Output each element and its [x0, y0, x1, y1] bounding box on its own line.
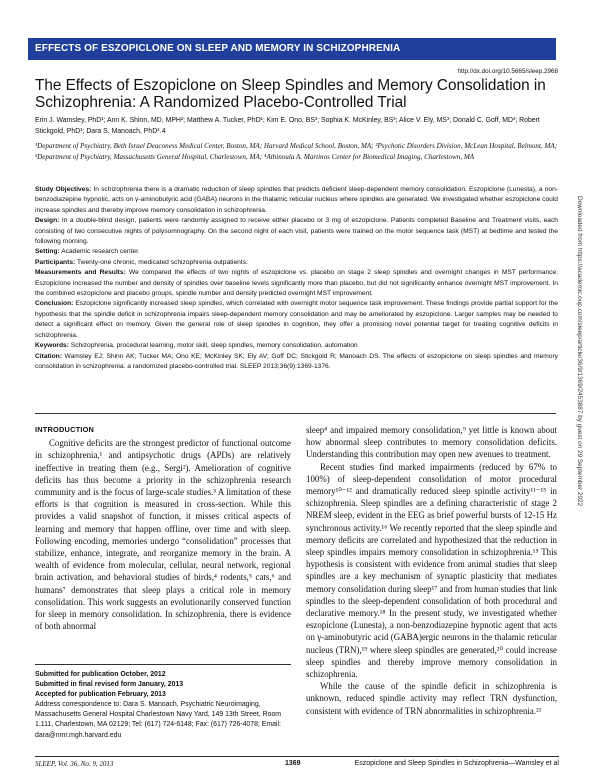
body-paragraph: sleep⁸ and impaired memory consolidation,⁹ yet little is known about how abnormal sleep contributes to memory consolidation deficits. Understanding this contribution may open new avenues to treatment.: [306, 425, 557, 460]
abstract-text: We compared the effects of two nights of eszopiclone vs. placebo on stage 2 sleep spindles and overnight changes in MST performance. Eszopiclone increased the number and density of spindles over baseline levels significantly more than placebo, but did not significantly enhance overnight MST improvement. In the combined eszopiclone and placebo groups, spindle number and density predicted overnight MST improvement.: [35, 269, 558, 298]
submitted-date: Submitted for publication October, 2012: [35, 671, 166, 678]
doi-link[interactable]: http://dx.doi.org/10.5665/sleep.2968: [457, 68, 558, 75]
revised-date: Submitted in final revised form January, 2013: [35, 681, 184, 689]
body-paragraph: Cognitive deficits are the strongest predictor of functional outcome in schizophrenia,¹ and antipsychotic drugs (APDs) are relatively ineffective in treating them (e.g., Sergi²). Amelioration of cognitive deficits has thus become a priority in the schizophrenia research community and is the focus of large-scale studies.³ A limitation of these efforts is that cognition is measured in cross-section. While this provides a valid snapshot of function, it misses critical aspects of learning and memory that happen offline, over time and with sleep. Following encoding, memories undergo “consolidation” processes that stabilize, enhance, integrate, and reorganize memory in the brain. A wealth of evidence from molecular, cellular, neural network, regional brain activation, and behavioral studies of birds,⁴ rodents,⁵ cats,⁶ and humans⁷ demonstrates that sleep plays a critical role in memory consolidation. This work suggests an evolutionarily conserved function for sleep in memory consolidation. In schizophrenia, there is evidence of both abnormal: [35, 438, 291, 632]
abstract-objectives: [35, 185, 558, 216]
abstract-label: Setting:: [35, 248, 60, 256]
page-footer: [35, 756, 559, 769]
abstract-text: Twenty-one chronic, medicated schizophrenia outpatients.: [75, 258, 248, 266]
abstract-text: Eszopiclone significantly increased sleep spindles, which correlated with overnight motor sequence task improvement. These findings provide partial support for the hypothesis that the spindle deficit in schizophrenia impairs sleep-dependent memory consolidation and may be ameliorated by eszopiclone. Larger samples may be needed to detect a significant effect on memory. Given the general role of sleep spindles in cognition, they offer a promising novel potential target for treating cognitive deficits in schizophrenia.: [35, 300, 558, 339]
section-banner: EFFECTS OF ESZOPICLONE ON SLEEP AND MEMORY IN SCHIZOPHRENIA: [28, 38, 556, 60]
affiliations: ¹Department of Psychiatry, Beth Israel Deaconess Medical Center, Boston, MA; Harvard Medical School, Boston, MA; ²Psychotic Disorders Division, McLean Hospital, Belmont, MA; ³Department of Psychiatry, Massachusetts General Hospital, Charlestown, MA; ⁴Athinoula A. Martinos Center for Biomedical Imaging, Charlestown, MA: [35, 142, 558, 161]
abstract-label: Participants:: [35, 258, 76, 266]
article-title: The Effects of Eszopiclone on Sleep Spindles and Memory Consolidation in Schizophrenia: A Randomized Placebo-Controlled Trial: [35, 77, 546, 111]
abstract-citation: [35, 352, 558, 373]
journal-info: SLEEP, Vol. 36, No. 9, 2013: [35, 760, 114, 768]
body-paragraph: Recent studies find marked impairments (reduced by 67% to 100%) of sleep-dependent consolidation of motor procedural memory¹⁰⁻¹² and dramatically reduced sleep spindle activity¹¹⁻¹⁵ in schizophrenia. Sleep spindles are a defining characteristic of stage 2 NREM sleep, evident in the EEG as brief powerful bursts of 12-15 Hz synchronous activity.¹⁶ We recently reported that the sleep spindle and memory deficits are correlated and hypothesized that the reduction in sleep spindles impairs memory consolidation in schizophrenia.¹⁵ This hypothesis is consistent with evidence from animal studies that sleep spindles are a key mechanism of synaptic plasticity that mediates memory consolidation during sleep¹⁷ and from human studies that link spindles to the sleep-dependent consolidation of both procedural and declarative memory.¹⁸ In the present study, we investigated whether eszopiclone (Lunesta), a non-benzodiazepine hypnotic agent that acts on γ-aminobutyric acid (GABA)ergic neurons in the thalamic reticular nucleus (TRN),¹⁹ where sleep spindles are generated,²⁰ could increase sleep spindles and thereby improve memory consolidation in schizophrenia.: [306, 461, 557, 680]
abstract-label: Keywords:: [35, 342, 69, 350]
correspondence-address: Address correspondence to: Dara S. Manoach, Psychiatric Neuroimaging, Massachusetts General Hospital Charlestown Navy Yard, 149 13th Street, Room 1.111, Charlestown, MA 02129; Tel: (617) 724-6148; Fax: (617) 726-4078; Email: dara@nmr.mgh.harvard.edu: [35, 701, 282, 739]
abstract-label: Design:: [35, 217, 60, 225]
body-left-column: [35, 424, 291, 632]
body-paragraph: While the cause of the spindle deficit in schizophrenia is unknown, reduced spindle activity may reflect TRN dysfunction, consistent with evidence of TRN abnormalities in schizophrenia.²¹: [306, 681, 557, 716]
abstract-results: [35, 268, 558, 299]
abstract-keywords: [35, 341, 558, 351]
abstract-label: Measurements and Results:: [35, 269, 126, 277]
abstract-design: [35, 216, 558, 247]
author-list: Erin J. Wamsley, PhD¹; Ann K. Shinn, MD, MPH²; Matthew A. Tucker, PhD¹; Kim E. Ono, BS³; Sophia K. McKinley, BS³; Alice V. Ely, MS³; Donald C. Goff, MD³; Robert Stickgold, PhD¹; Dara S. Manoach, PhD³˒4: [35, 117, 540, 135]
abstract: [35, 185, 558, 372]
running-title: Eszopiclone and Sleep Spindles in Schizophrenia—Wamsley et al: [354, 760, 559, 767]
abstract-text: Wamsley EJ; Shinn AK; Tucker MA; Ono KE; McKinley SK; Ely AV; Goff DC; Stickgold R; Manoach DS. The effects of eszopiclone on sleep spindles and memory consolidation in schizophrenia: a randomized placebo-controlled trial. SLEEP 2013;36(9):1369-1376.: [35, 352, 558, 370]
abstract-label: Citation:: [35, 352, 62, 360]
abstract-text: In schizophrenia there is a dramatic reduction of sleep spindles that predicts deficient sleep-dependent memory consolidation. Eszopiclone (Lunesta), a non-benzodiazepine hypnotic, acts on γ-aminobutyric acid (GABA) neurons in the thalamic reticular nucleus where spindles are generated. We investigated whether eszopiclone could increase spindles and thereby improve memory consolidation in schizophrenia.: [35, 186, 558, 214]
abstract-conclusion: [35, 299, 558, 341]
submission-note: [35, 664, 291, 741]
abstract-text: Academic research center.: [59, 248, 140, 256]
download-notice: Downloaded from https://academic.oup.com/sleep/article/36/9/1369/2453887 by guest on 29 September 2022: [576, 196, 583, 507]
abstract-divider: [35, 413, 556, 414]
body-right-column: [306, 424, 557, 717]
abstract-participants: [35, 258, 558, 268]
accepted-date: Accepted for publication February, 2013: [35, 691, 166, 699]
abstract-text: Schizophrenia, procedural learning, motor skill, sleep spindles, memory consolidation, automation: [68, 342, 358, 350]
abstract-label: Study Objectives:: [35, 186, 92, 193]
page-number: 1369: [285, 760, 301, 767]
download-sidebar: [574, 196, 584, 586]
abstract-text: In a double-blind design, patients were randomly assigned to receive either placebo or 3 mg of eszopiclone. Patients completed Baseline and Treatment visits, each consisting of two consecutive nights of polysomnography. On the second night of each visit, patients were trained on the motor sequence task (MST) at bedtime and tested the following morning.: [35, 217, 558, 246]
section-heading-introduction: INTRODUCTION: [35, 425, 95, 434]
abstract-label: Conclusion:: [35, 300, 74, 308]
abstract-setting: [35, 247, 558, 257]
